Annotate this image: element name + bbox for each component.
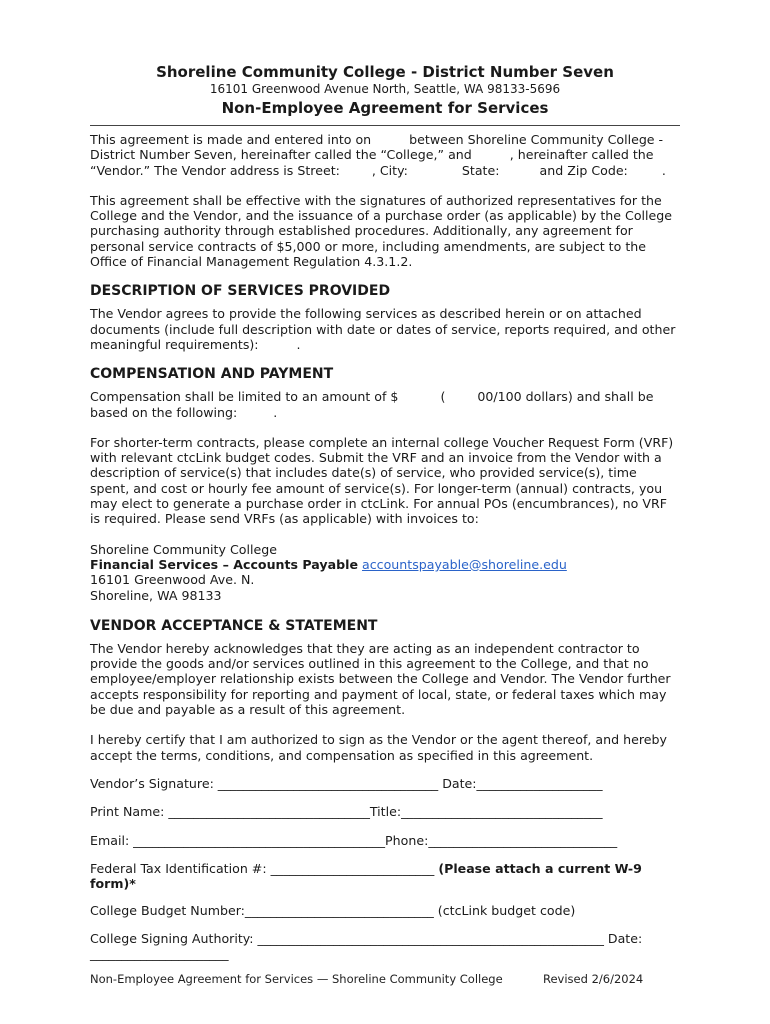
vrf-line: For shorter-term contracts, please complete an internal college Voucher Request Form (VRF) [90, 434, 674, 450]
tax-id-label: Federal Tax Identification #: __________________________ [90, 860, 435, 876]
compensation-text: 00/100 dollars) and shall be [477, 389, 654, 405]
compensation-text: Compensation shall be limited to an amount of $ [90, 389, 399, 405]
ap-department: Financial Services – Accounts Payable [90, 556, 358, 572]
services-line: documents (include full description with date or dates of service, reports required, and other [90, 321, 676, 337]
compensation-heading: COMPENSATION AND PAYMENT [90, 366, 334, 383]
vrf-paragraph [90, 435, 680, 527]
intro-line: Office of Financial Management Regulation 4.3.1.2. [90, 254, 413, 270]
ap-address-line: 16101 Greenwood Ave. N. [90, 572, 255, 588]
signing-authority-date-field[interactable]: ______________________ [90, 945, 229, 961]
vendor-line: I hereby certify that I am authorized to sign as the Vendor or the agent thereof, and hereby [90, 732, 667, 748]
intro-line: This agreement shall be effective with the signatures of authorized representatives for the [90, 192, 662, 208]
intro-line: personal service contracts of $5,000 or more, including amendments, are subject to the [90, 238, 647, 254]
w9-note: (Please attach a current W-9 [438, 860, 642, 876]
w9-note-cont: form)* [90, 876, 136, 892]
tax-id-field[interactable] [90, 861, 680, 876]
services-line: The Vendor agrees to provide the following services as described herein or on attached [90, 306, 642, 322]
intro-text: . [661, 162, 666, 178]
document-title: Non-Employee Agreement for Services [221, 99, 549, 117]
intro-text: “Vendor.” The Vendor address is Street: [90, 162, 340, 178]
college-address: 16101 Greenwood Avenue North, Seattle, WA 98133-5696 [209, 82, 561, 96]
vrf-line: spent, and cost or hourly fee amount of service(s). For longer-term (annual) contracts, you [90, 480, 663, 496]
agreement-page [90, 62, 680, 961]
intro-line: College and the Vendor, and the issuance of a purchase order (as applicable) by the College [90, 208, 673, 224]
vendor-line: be due and payable as a result of this agreement. [90, 702, 406, 718]
vrf-line: description of service(s) that includes date(s) of service, who provided service(s), time [90, 465, 637, 481]
vendor-heading: VENDOR ACCEPTANCE & STATEMENT [90, 617, 378, 634]
vendor-paragraph-1 [90, 641, 680, 717]
ap-address-line: Shoreline, WA 98133 [90, 587, 222, 603]
intro-text: and Zip Code: [539, 162, 628, 178]
signing-authority-field[interactable]: College Signing Authority: _______________________________________________________ Date: [90, 930, 643, 946]
intro-text: between Shoreline Community College - [409, 132, 664, 147]
services-line-end: . [296, 336, 301, 352]
page-footer [90, 972, 650, 986]
document-header [90, 62, 680, 118]
college-name: Shoreline Community College - District Number Seven [156, 63, 614, 81]
email-phone-field[interactable]: Email: ________________________________________Phone:______________________________ [90, 832, 618, 848]
ap-email-link[interactable]: accountspayable@shoreline.edu [362, 556, 567, 572]
vendor-signature-field[interactable]: Vendor’s Signature: ___________________________________ Date:____________________ [90, 775, 603, 791]
intro-paragraph-2 [90, 193, 680, 269]
vendor-line: provide the goods and/or services outlined in this agreement to the College, and that no [90, 656, 649, 672]
intro-text: State: [461, 162, 500, 178]
vendor-line: The Vendor hereby acknowledges that they are acting as an independent contractor to [90, 640, 640, 656]
intro-text: , City: [371, 162, 408, 178]
vrf-line: is required. Please send VRFs (as applicable) with invoices to: [90, 511, 479, 527]
intro-text: , hereinafter called the [509, 147, 654, 163]
compensation-text: . [273, 404, 278, 420]
vendor-line: accept the terms, conditions, and compensation as specified in this agreement. [90, 747, 594, 763]
budget-number-field[interactable]: College Budget Number:______________________________ (ctcLink budget code) [90, 903, 576, 919]
footer-title: Non-Employee Agreement for Services — Shoreline Community College [90, 972, 503, 986]
intro-paragraph-1 [90, 132, 680, 178]
intro-line: purchasing authority through established procedures. Additionally, any agreement for [90, 223, 633, 239]
services-heading: DESCRIPTION OF SERVICES PROVIDED [90, 283, 391, 300]
print-name-title-field[interactable]: Print Name: ________________________________Title:________________________________ [90, 804, 603, 820]
services-line: meaningful requirements): [90, 336, 259, 352]
vendor-line: accepts responsibility for reporting and payment of local, state, or federal taxes which may [90, 686, 667, 702]
intro-text: This agreement is made and entered into on [90, 132, 372, 147]
ap-address-line: Shoreline Community College [90, 541, 277, 557]
footer-revision: Revised 2/6/2024 [543, 972, 644, 986]
intro-text: District Number Seven, hereinafter called the “College,” and [90, 147, 472, 163]
header-divider [90, 125, 680, 126]
compensation-text: ( [440, 389, 446, 405]
vendor-line: employee/employer relationship exists between the College and Vendor. The Vendor further [90, 671, 671, 687]
ap-address-block [90, 542, 680, 603]
vrf-line: may elect to generate a purchase order in ctcLink. For annual POs (encumbrances), no VRF [90, 496, 667, 512]
compensation-text: based on the following: [90, 404, 238, 420]
vendor-paragraph-2 [90, 732, 680, 763]
vrf-line: with relevant ctcLink budget codes. Submit the VRF and an invoice from the Vendor with a [90, 450, 662, 466]
